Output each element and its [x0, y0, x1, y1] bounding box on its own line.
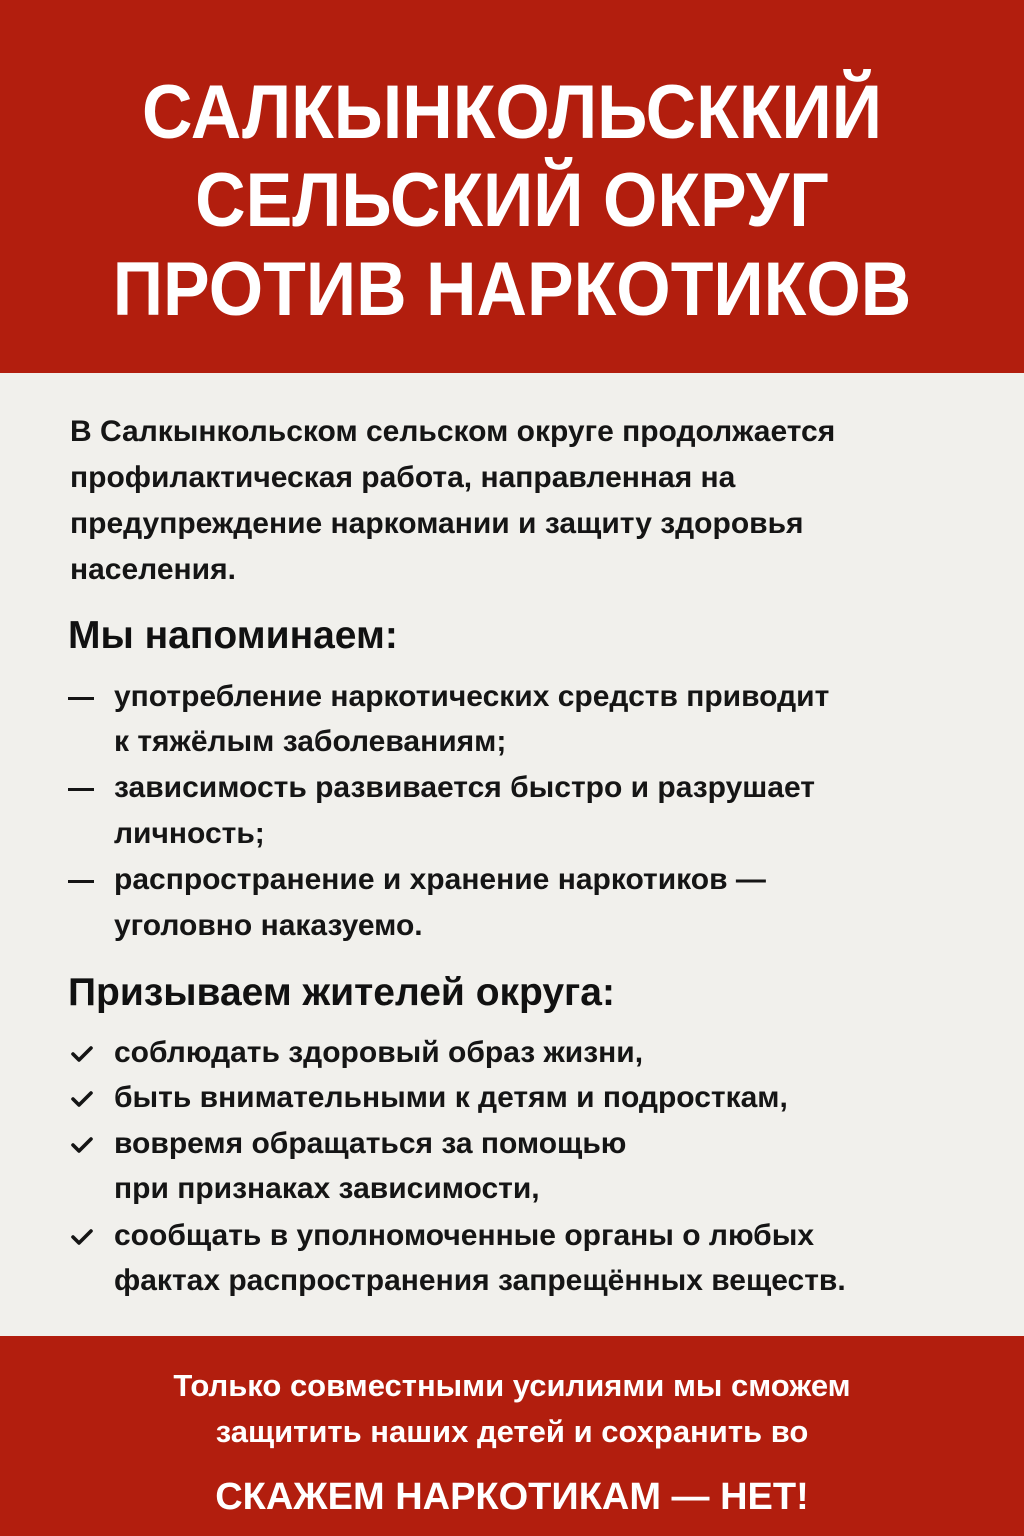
poster-body	[0, 373, 1024, 1336]
reminder-item-1-line-2: к тяжёлым заболеваниям;	[114, 725, 507, 758]
poster-title-line-1: САЛКЫНКОЛЬСККИЙ	[141, 70, 883, 155]
checkmark-icon	[70, 1089, 94, 1109]
appeal-item-1-line-1: соблюдать здоровый образ жизни,	[114, 1036, 644, 1069]
intro-line-2: профилактическая работа, направленная на	[70, 461, 736, 494]
reminder-item-3-line-1: распространение и хранение наркотиков —	[114, 863, 766, 896]
appeal-item-4-line-2: фактах распространения запрещённых веществ.	[114, 1264, 846, 1297]
intro-line-1: В Салкынкольском сельском округе продолжается	[70, 415, 836, 448]
poster-title-line-3: ПРОТИВ НАРКОТИКОВ	[112, 247, 912, 332]
poster-footer	[0, 1336, 1024, 1536]
checkmark-icon	[70, 1044, 94, 1064]
intro-line-4: населения.	[70, 553, 236, 586]
poster-title-line-2: СЕЛЬСКИЙ ОКРУГ	[195, 158, 829, 243]
dash-bullet-icon	[68, 880, 94, 883]
reminder-item-2-line-1: зависимость развивается быстро и разрушает	[114, 771, 815, 804]
checkmark-icon	[70, 1135, 94, 1155]
footer-line-1: Только совместными усилиями мы сможем	[173, 1368, 851, 1403]
dash-bullet-icon	[68, 788, 94, 791]
appeal-item-4-line-1: сообщать в уполномоченные органы о любых	[114, 1219, 815, 1252]
appeal-item-3-line-1: вовремя обращаться за помощью	[114, 1127, 627, 1160]
appeal-item-3-line-2: при признаках зависимости,	[114, 1172, 540, 1205]
footer-line-2: защитить наших детей и сохранить во	[215, 1414, 809, 1449]
reminder-item-2-line-2: личность;	[114, 817, 265, 850]
poster-header	[0, 0, 1024, 373]
dash-bullet-icon	[68, 697, 94, 700]
reminder-item-3-line-2: уголовно наказуемо.	[114, 909, 423, 942]
reminder-item-1-line-1: употребление наркотических средств приводит	[114, 680, 830, 713]
reminders-heading: Мы напоминаем:	[68, 614, 398, 657]
appeals-heading: Призываем жителей округа:	[68, 971, 615, 1014]
checkmark-icon	[70, 1227, 94, 1247]
intro-line-3: предупреждение наркомании и защиту здоровья	[70, 507, 804, 540]
footer-slogan: СКАЖЕМ НАРКОТИКАМ — НЕТ!	[215, 1476, 809, 1518]
appeal-item-2-line-1: быть внимательными к детям и подросткам,	[114, 1081, 788, 1114]
